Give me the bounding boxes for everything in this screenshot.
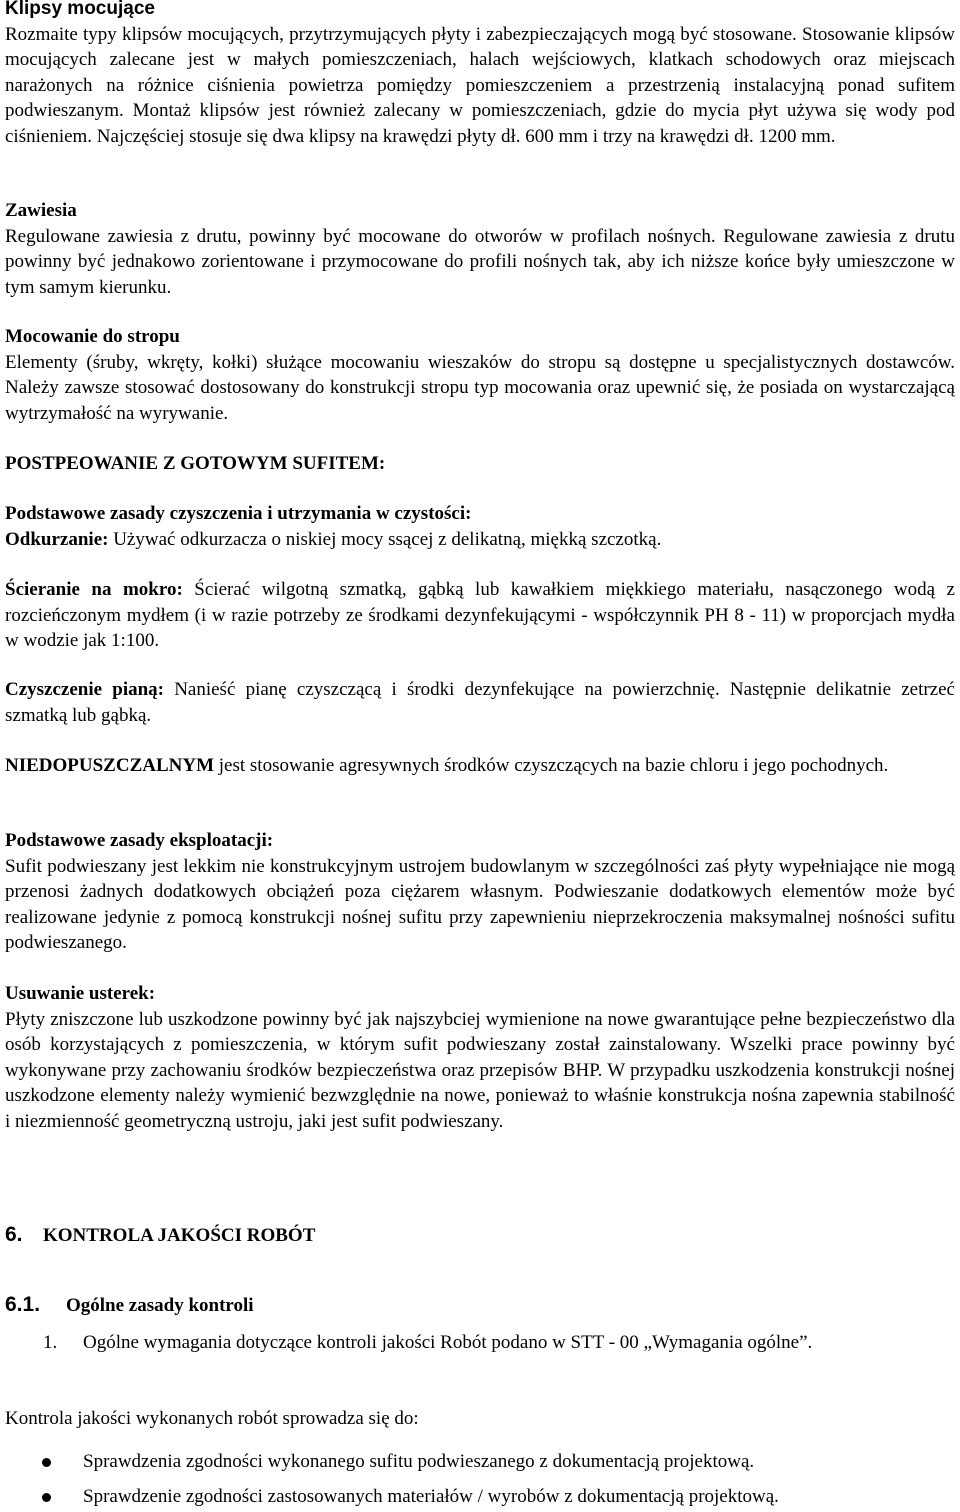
zawiesia-title: Zawiesia <box>5 200 77 221</box>
czyszczenie-title: Podstawowe zasady czyszczenia i utrzymania w czystości: <box>5 503 472 524</box>
odkurzanie-paragraph <box>5 527 955 553</box>
zawiesia-section <box>5 198 955 300</box>
usterki-body: Płyty zniszczone lub uszkodzone powinny być jak najszybciej wymienione na nowe gwarantujące pełne bezpieczeństwo dla osób korzystających z pomieszczenia, w którym sufit podwieszany został zainstalowany. Wszelki prace powinny być wykonywane przy zachowaniu środków bezpieczeństwa oraz przepisów BHP. W przypadku uszkodzenia konstrukcji nośnej uszkodzone elementy należy wymienić bezwzględnie na nowe, ponieważ to właśnie konstrukcja nośna zapewnia stabilność i niezmienność geometryczną ustroju, jaki jest sufit podwieszany. <box>5 1008 955 1132</box>
section-6-title: KONTROLA JAKOŚCI ROBÓT <box>43 1225 316 1246</box>
kontrola-intro-text: Kontrola jakości wykonanych robót sprowadza się do: <box>5 1408 419 1429</box>
piana-label: Czyszczenie pianą: <box>5 679 164 700</box>
odkurzanie-text: Używać odkurzacza o niskiej mocy ssącej z delikatną, miękką szczotką. <box>108 528 662 550</box>
piana-text: Nanieść pianę czyszczącą i środki dezynfekujące na powierzchnię. Następnie delikatnie zetrzeć szmatką lub gąbką. <box>5 679 955 726</box>
eksploatacja-section <box>5 828 955 956</box>
usterki-title: Usuwanie usterek: <box>5 983 156 1004</box>
eksploatacja-title: Podstawowe zasady eksploatacji: <box>5 830 274 851</box>
klipsy-title: Klipsy mocujące <box>5 0 155 19</box>
mocowanie-section <box>5 324 955 426</box>
niedop-text: jest stosowanie agresywnych środków czyszczących na bazie chloru i jego pochodnych. <box>214 755 889 776</box>
niedop-label: NIEDOPUSZCZALNYM <box>5 755 215 776</box>
zawiesia-body: Regulowane zawiesia z drutu, powinny być mocowane do otworów w profilach nośnych. Regulowane zawiesia z drutu powinny być jednakowo zorientowane i przymocowane do profili nośnych tak, aby ich niższe końce były umieszczone w tym samym kierunku. <box>5 225 955 298</box>
klipsy-body: Rozmaite typy klipsów mocujących, przytrzymujących płyty i zabezpieczających mogą być stosowane. Stosowanie klipsów mocujących zalecane jest w małych pomieszczeniach, halach wejściowych, klatkach schodowych oraz miejscach narażonych na różnice ciśnienia powietrza pomiędzy pomieszczeniem a przestrzenią instalacyjną ponad sufitem podwieszanym. Montaż klipsów jest również zalecany w pomieszczeniach, gdzie do mycia płyt używa się wody pod ciśnieniem. Najczęściej stosuje się dwa klipsy na krawędzi płyty dł. 600 mm i trzy na krawędzi dł. 1200 mm. <box>5 23 955 147</box>
niedopuszczalne-paragraph <box>5 753 955 779</box>
section-6-number: 6. <box>5 1223 23 1246</box>
postepowanie-title: POSTPEOWANIE Z GOTOWYM SUFITEM: <box>5 453 386 474</box>
item-1-number: 1. <box>43 1332 58 1353</box>
mocowanie-body: Elementy (śruby, wkręty, kołki) służące mocowaniu wieszaków do stropu są dostępne u specjalistycznych dostawców. Należy zawsze stosować dostosowany do konstrukcji stropu typ mocowania oraz upewnić się, że posiada on wystarczającą wytrzymałość na wyrywanie. <box>5 351 955 424</box>
list-item-text: Sprawdzenia zgodności wykonanego sufitu podwieszanego z dokumentacją projektową. <box>83 1451 755 1472</box>
piana-paragraph <box>5 677 955 728</box>
klipsy-section <box>5 0 955 149</box>
mocowanie-title: Mocowanie do stropu <box>5 326 180 347</box>
usterki-section <box>5 981 955 1134</box>
section-6-1-heading <box>5 1292 955 1319</box>
eksploatacja-body: Sufit podwieszany jest lekkim nie konstrukcyjnym ustrojem budowlanym w szczególności zaś płyty wypełniające nie mogą przenosi żadnych dodatkowych obciążeń poza ciężarem własnym. Podwieszanie dodatkowych elementów może być realizowane jedynie z pomocą konstrukcji nośnej sufitu przy zapewnieniu nieprzekroczenia maksymalnej nośności sufitu podwieszanego. <box>5 855 955 953</box>
scieranie-paragraph <box>5 577 955 654</box>
scieranie-text: Ścierać wilgotną szmatką, gąbką lub kawałkiem miękkiego materiału, nasączonego wodą z rozcieńczonym mydłem (i w razie potrzeby ze środkami dezynfekującymi - współczynnik PH 8 - 11) w proporcjach mydła w wodzie jak 1:100. <box>5 579 955 651</box>
section-6-1-title: Ogólne zasady kontroli <box>66 1295 254 1316</box>
item-1-text: Ogólne wymagania dotyczące kontroli jakości Robót podano w STT - 00 „Wymagania ogólne”. <box>83 1332 813 1353</box>
odkurzanie-label: Odkurzanie: <box>5 528 109 550</box>
bullet-icon <box>42 1458 51 1467</box>
kontrola-intro <box>5 1406 955 1432</box>
section-6-1-number: 6.1. <box>5 1293 41 1316</box>
scieranie-label: Ścieranie na mokro: <box>5 579 183 600</box>
postepowanie-heading <box>5 451 955 477</box>
bullet-icon <box>42 1493 51 1502</box>
czyszczenie-section <box>5 501 955 552</box>
section-6-heading <box>5 1222 955 1249</box>
list-item-text: Sprawdzenie zgodności zastosowanych materiałów / wyrobów z dokumentacją projektową. <box>83 1486 779 1507</box>
section-6-1-item-1 <box>5 1330 955 1356</box>
